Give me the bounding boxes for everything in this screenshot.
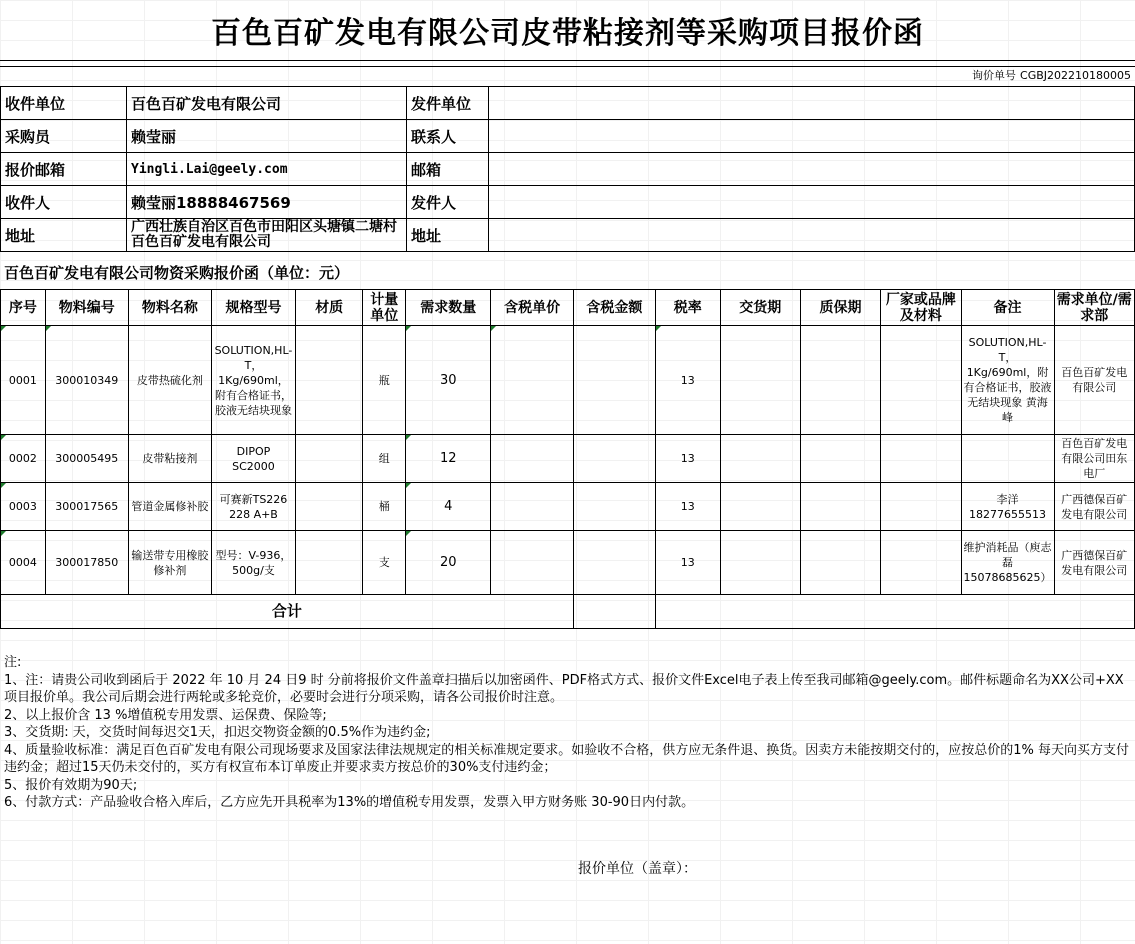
total-blank <box>656 595 1135 629</box>
cell-amount[interactable] <box>573 531 655 595</box>
cell-code[interactable]: 300017565 <box>45 483 128 531</box>
cell-delivery[interactable] <box>720 483 800 531</box>
cell-dept[interactable]: 百色百矿发电有限公司田东电厂 <box>1054 435 1134 483</box>
header-dept: 需求单位/需求部 <box>1054 290 1134 326</box>
cell-name[interactable]: 输送带专用橡胶修补剂 <box>128 531 211 595</box>
info-row <box>1 186 1135 219</box>
info-label: 报价邮箱 <box>1 153 127 186</box>
inquiry-value: CGBJ202210180005 <box>1020 68 1131 82</box>
note-item: 3、交货期: 天，交货时间每迟交1天，扣迟交物资金额的0.5%作为违约金; <box>4 725 431 740</box>
cell-tax[interactable]: 13 <box>656 483 721 531</box>
header-qty: 需求数量 <box>406 290 491 326</box>
items-table <box>0 289 1135 629</box>
header-warranty: 质保期 <box>800 290 880 326</box>
cell-code[interactable]: 300010349 <box>45 326 128 435</box>
cell-unit[interactable]: 支 <box>363 531 406 595</box>
cell-name[interactable]: 皮带热硫化剂 <box>128 326 211 435</box>
header-unit: 计量单位 <box>363 290 406 326</box>
info-value[interactable]: 赖莹丽18888467569 <box>127 186 407 219</box>
info-row <box>1 87 1135 120</box>
header-remark: 备注 <box>961 290 1054 326</box>
cell-warranty[interactable] <box>800 531 880 595</box>
header-seq: 序号 <box>1 290 46 326</box>
cell-qty[interactable]: 12 <box>406 435 491 483</box>
cell-spec[interactable]: DIPOP SC2000 <box>211 435 295 483</box>
cell-price[interactable] <box>491 483 573 531</box>
info-row <box>1 219 1135 252</box>
info-label: 收件人 <box>1 186 127 219</box>
note-item: 1、注：请贵公司收到函后于 2022 年 10 月 24 日9 时 分前将报价文件盖章扫描后以加密函件、PDF格式方式、报价文件Excel电子表上传至我司邮箱@geely.com。邮件标题命名为XX公司+XX项目报价单。我公司后期会进行两轮或多轮竞价，必要时会进行分项采购，请各公司报价时注意。 <box>4 672 1124 705</box>
cell-amount[interactable] <box>573 483 655 531</box>
note-item: 2、以上报价含 13 %增值税专用发票、运保费、保险等; <box>4 707 327 723</box>
header-amount: 含税金额 <box>573 290 655 326</box>
cell-amount[interactable] <box>573 435 655 483</box>
cell-unit[interactable]: 瓶 <box>363 326 406 435</box>
header-brand: 厂家或品牌及材料 <box>881 290 961 326</box>
cell-spec[interactable]: 可赛新TS226 228 A+B <box>211 483 295 531</box>
cell-brand[interactable] <box>881 531 961 595</box>
note-item: 5、报价有效期为90天; <box>4 777 138 793</box>
info-value[interactable]: 赖莹丽 <box>127 120 407 153</box>
info-label: 地址 <box>407 219 489 252</box>
info-value[interactable] <box>489 87 1135 120</box>
table-row <box>1 326 1135 435</box>
cell-tax[interactable]: 13 <box>656 326 721 435</box>
total-row <box>1 595 1135 629</box>
header-delivery: 交货期 <box>720 290 800 326</box>
cell-seq[interactable]: 0004 <box>1 531 46 595</box>
info-label: 联系人 <box>407 120 489 153</box>
header-price: 含税单价 <box>491 290 573 326</box>
cell-dept[interactable]: 百色百矿发电有限公司 <box>1054 326 1134 435</box>
cell-tax[interactable]: 13 <box>656 531 721 595</box>
cell-dept[interactable]: 广西德保百矿发电有限公司 <box>1054 531 1134 595</box>
header-material: 材质 <box>295 290 362 326</box>
info-value[interactable] <box>489 153 1135 186</box>
note-item: 4、质量验收标准：满足百色百矿发电有限公司现场要求及国家法律法规规定的相关标准规定要求。如验收不合格，供方应无条件退、换货。因卖方未能按期交付的，应按总价的1% 每天向买方支付违约金；超过15天仍未交付的，买方有权宣布本订单废止并要求卖方按总价的30%支付违约金； <box>4 742 1130 775</box>
info-value[interactable]: Yingli.Lai@geely.com <box>127 153 407 186</box>
cell-unit[interactable]: 组 <box>363 435 406 483</box>
cell-dept[interactable]: 广西德保百矿发电有限公司 <box>1054 483 1134 531</box>
cell-brand[interactable] <box>881 326 961 435</box>
info-label: 邮箱 <box>407 153 489 186</box>
cell-material[interactable] <box>295 326 362 435</box>
cell-qty[interactable]: 30 <box>406 326 491 435</box>
cell-warranty[interactable] <box>800 326 880 435</box>
cell-amount[interactable] <box>573 326 655 435</box>
cell-material[interactable] <box>295 483 362 531</box>
inquiry-number <box>972 66 1131 84</box>
info-label: 发件人 <box>407 186 489 219</box>
cell-material[interactable] <box>295 531 362 595</box>
notes-heading: 注: <box>4 655 22 670</box>
cell-warranty[interactable] <box>800 435 880 483</box>
cell-remark[interactable] <box>961 435 1054 483</box>
cell-price[interactable] <box>491 435 573 483</box>
cell-delivery[interactable] <box>720 435 800 483</box>
cell-code[interactable]: 300005495 <box>45 435 128 483</box>
cell-spec[interactable]: SOLUTION,HL-T，1Kg/690ml，附有合格证书，胶液无结块现象 <box>211 326 295 435</box>
cell-seq[interactable]: 0001 <box>1 326 46 435</box>
cell-spec[interactable]: 型号：V-936，500g/支 <box>211 531 295 595</box>
notes-section <box>4 654 1132 812</box>
cell-material[interactable] <box>295 435 362 483</box>
info-table <box>0 86 1135 252</box>
cell-qty[interactable]: 4 <box>406 483 491 531</box>
cell-name[interactable]: 皮带粘接剂 <box>128 435 211 483</box>
total-amount[interactable] <box>573 595 655 629</box>
cell-seq[interactable]: 0003 <box>1 483 46 531</box>
info-value[interactable] <box>489 120 1135 153</box>
stamp-label: 报价单位（盖章）： <box>578 861 697 877</box>
cell-tax[interactable]: 13 <box>656 435 721 483</box>
total-label: 合计 <box>1 595 574 629</box>
cell-price[interactable] <box>491 531 573 595</box>
info-row <box>1 153 1135 186</box>
info-label: 收件单位 <box>1 87 127 120</box>
header-spec: 规格型号 <box>211 290 295 326</box>
cell-delivery[interactable] <box>720 326 800 435</box>
cell-unit[interactable]: 桶 <box>363 483 406 531</box>
cell-warranty[interactable] <box>800 483 880 531</box>
cell-code[interactable]: 300017850 <box>45 531 128 595</box>
info-value[interactable]: 广西壮族自治区百色市田阳区头塘镇二塘村百色百矿发电有限公司 <box>127 219 407 252</box>
table-row <box>1 483 1135 531</box>
cell-delivery[interactable] <box>720 531 800 595</box>
info-label: 发件单位 <box>407 87 489 120</box>
info-label: 地址 <box>1 219 127 252</box>
cell-qty[interactable]: 20 <box>406 531 491 595</box>
info-label: 采购员 <box>1 120 127 153</box>
cell-brand[interactable] <box>881 483 961 531</box>
page-title: 百色百矿发电有限公司皮带粘接剂等采购项目报价函 <box>0 0 1135 61</box>
info-row <box>1 120 1135 153</box>
cell-remark[interactable]: 李洋18277655513 <box>961 483 1054 531</box>
table-subheading: 百色百矿发电有限公司物资采购报价函（单位：元） <box>4 264 350 282</box>
info-value[interactable] <box>489 186 1135 219</box>
table-row <box>1 531 1135 595</box>
inquiry-label: 询价单号 <box>972 69 1017 82</box>
info-value[interactable]: 百色百矿发电有限公司 <box>127 87 407 120</box>
info-value[interactable] <box>489 219 1135 252</box>
note-item: 6、付款方式：产品验收合格入库后，乙方应先开具税率为13%的增值税专用发票，发票入甲方财务账 30-90日内付款。 <box>4 795 695 810</box>
spacer-row <box>0 60 1135 67</box>
cell-name[interactable]: 管道金属修补胶 <box>128 483 211 531</box>
header-name: 物料名称 <box>128 290 211 326</box>
table-header-row <box>1 290 1135 326</box>
header-code: 物料编号 <box>45 290 128 326</box>
cell-remark[interactable]: 维护消耗品（庾志磊15078685625） <box>961 531 1054 595</box>
table-row <box>1 435 1135 483</box>
cell-seq[interactable]: 0002 <box>1 435 46 483</box>
cell-price[interactable] <box>491 326 573 435</box>
header-tax: 税率 <box>656 290 721 326</box>
cell-remark[interactable]: SOLUTION,HL-T，1Kg/690ml，附有合格证书，胶液无结块现象 黄海峰 <box>961 326 1054 435</box>
cell-brand[interactable] <box>881 435 961 483</box>
